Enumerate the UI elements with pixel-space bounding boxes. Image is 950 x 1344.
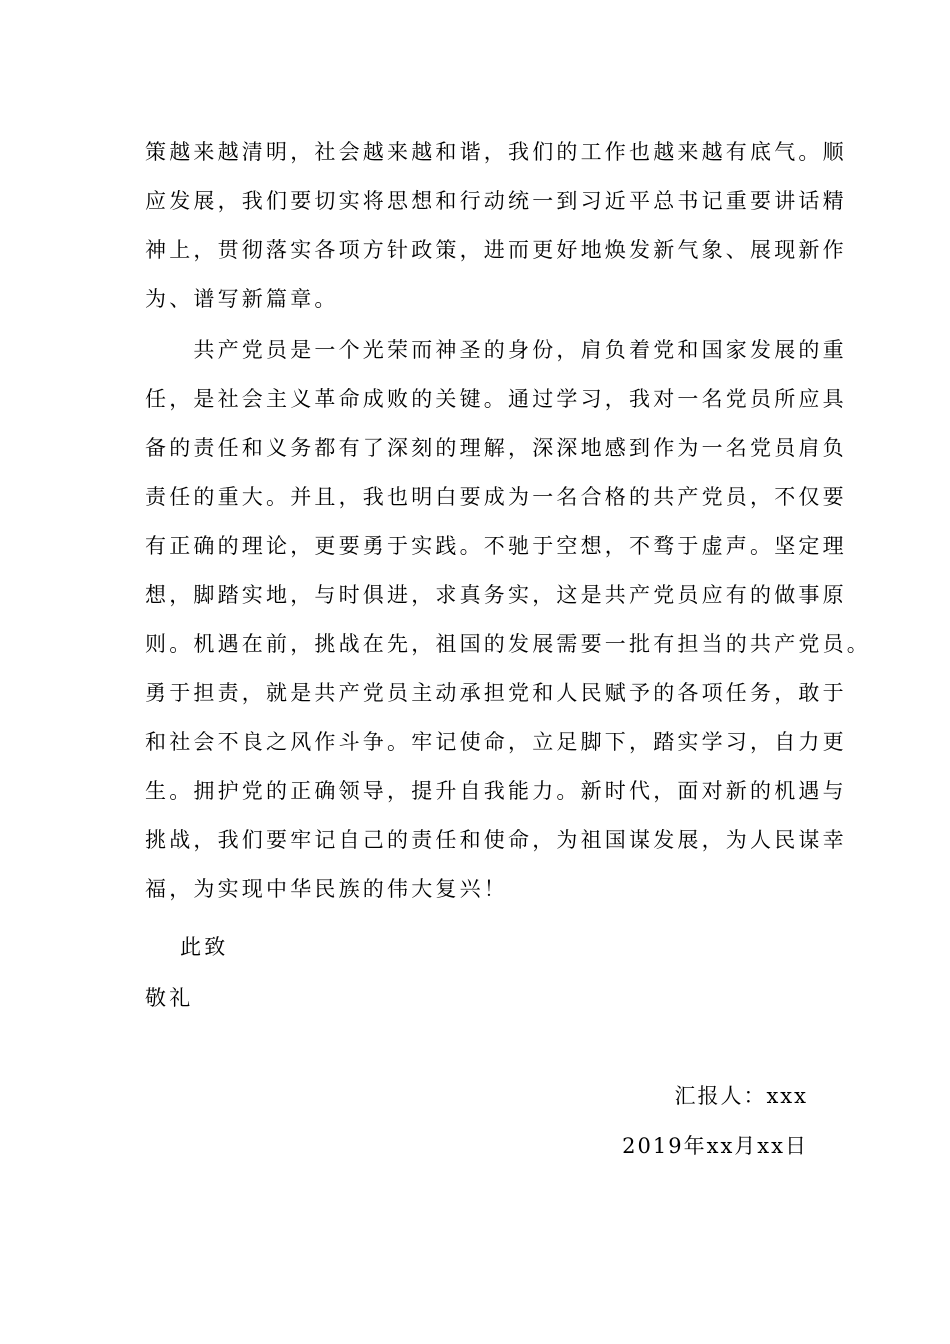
paragraph-1 [145, 128, 847, 324]
paragraph-line: 神上，贯彻落实各项方针政策，进而更好地焕发新气象、展现新作 [145, 238, 847, 262]
paragraph-line: 为、谱写新篇章。 [145, 287, 339, 311]
paragraph-line: 应发展，我们要切实将思想和行动统一到习近平总书记重要讲话精 [145, 189, 847, 213]
paragraph-line: 策越来越清明，社会越来越和谐，我们的工作也越来越有底气。顺 [145, 140, 847, 164]
closing-respect-line2: 敬礼 [145, 986, 194, 1010]
paragraph-line: 想，脚踏实地，与时俱进，求真务实，这是共产党员应有的做事原 [145, 583, 847, 607]
paragraph-line: 生。拥护党的正确领导，提升自我能力。新时代，面对新的机遇与 [145, 779, 847, 803]
paragraph-line: 挑战，我们要牢记自己的责任和使命，为祖国谋发展，为人民谋幸 [145, 828, 847, 852]
reporter-signature: 汇报人：xxx [674, 1084, 808, 1108]
paragraph-line: 和社会不良之风作斗争。牢记使命，立足脚下，踏实学习，自力更 [145, 730, 847, 754]
paragraph-line: 备的责任和义务都有了深刻的理解，深深地感到作为一名党员肩负 [145, 436, 847, 460]
paragraph-line: 勇于担责，就是共产党员主动承担党和人民赋予的各项任务，敢于 [145, 681, 847, 705]
paragraph-line: 责任的重大。并且，我也明白要成为一名合格的共产党员，不仅要 [145, 485, 847, 509]
report-date: 2019年xx月xx日 [622, 1134, 808, 1158]
paragraph-2 [145, 326, 871, 914]
paragraph-line: 则。机遇在前，挑战在先，祖国的发展需要一批有担当的共产党员。 [145, 632, 871, 656]
paragraph-line: 有正确的理论，更要勇于实践。不驰于空想，不骛于虚声。坚定理 [145, 534, 847, 558]
closing-respect-line1: 此致 [180, 935, 229, 959]
paragraph-line: 福，为实现中华民族的伟大复兴！ [145, 877, 508, 901]
paragraph-line: 共产党员是一个光荣而神圣的身份，肩负着党和国家发展的重 [145, 338, 847, 362]
paragraph-line: 任，是社会主义革命成败的关键。通过学习，我对一名党员所应具 [145, 387, 847, 411]
